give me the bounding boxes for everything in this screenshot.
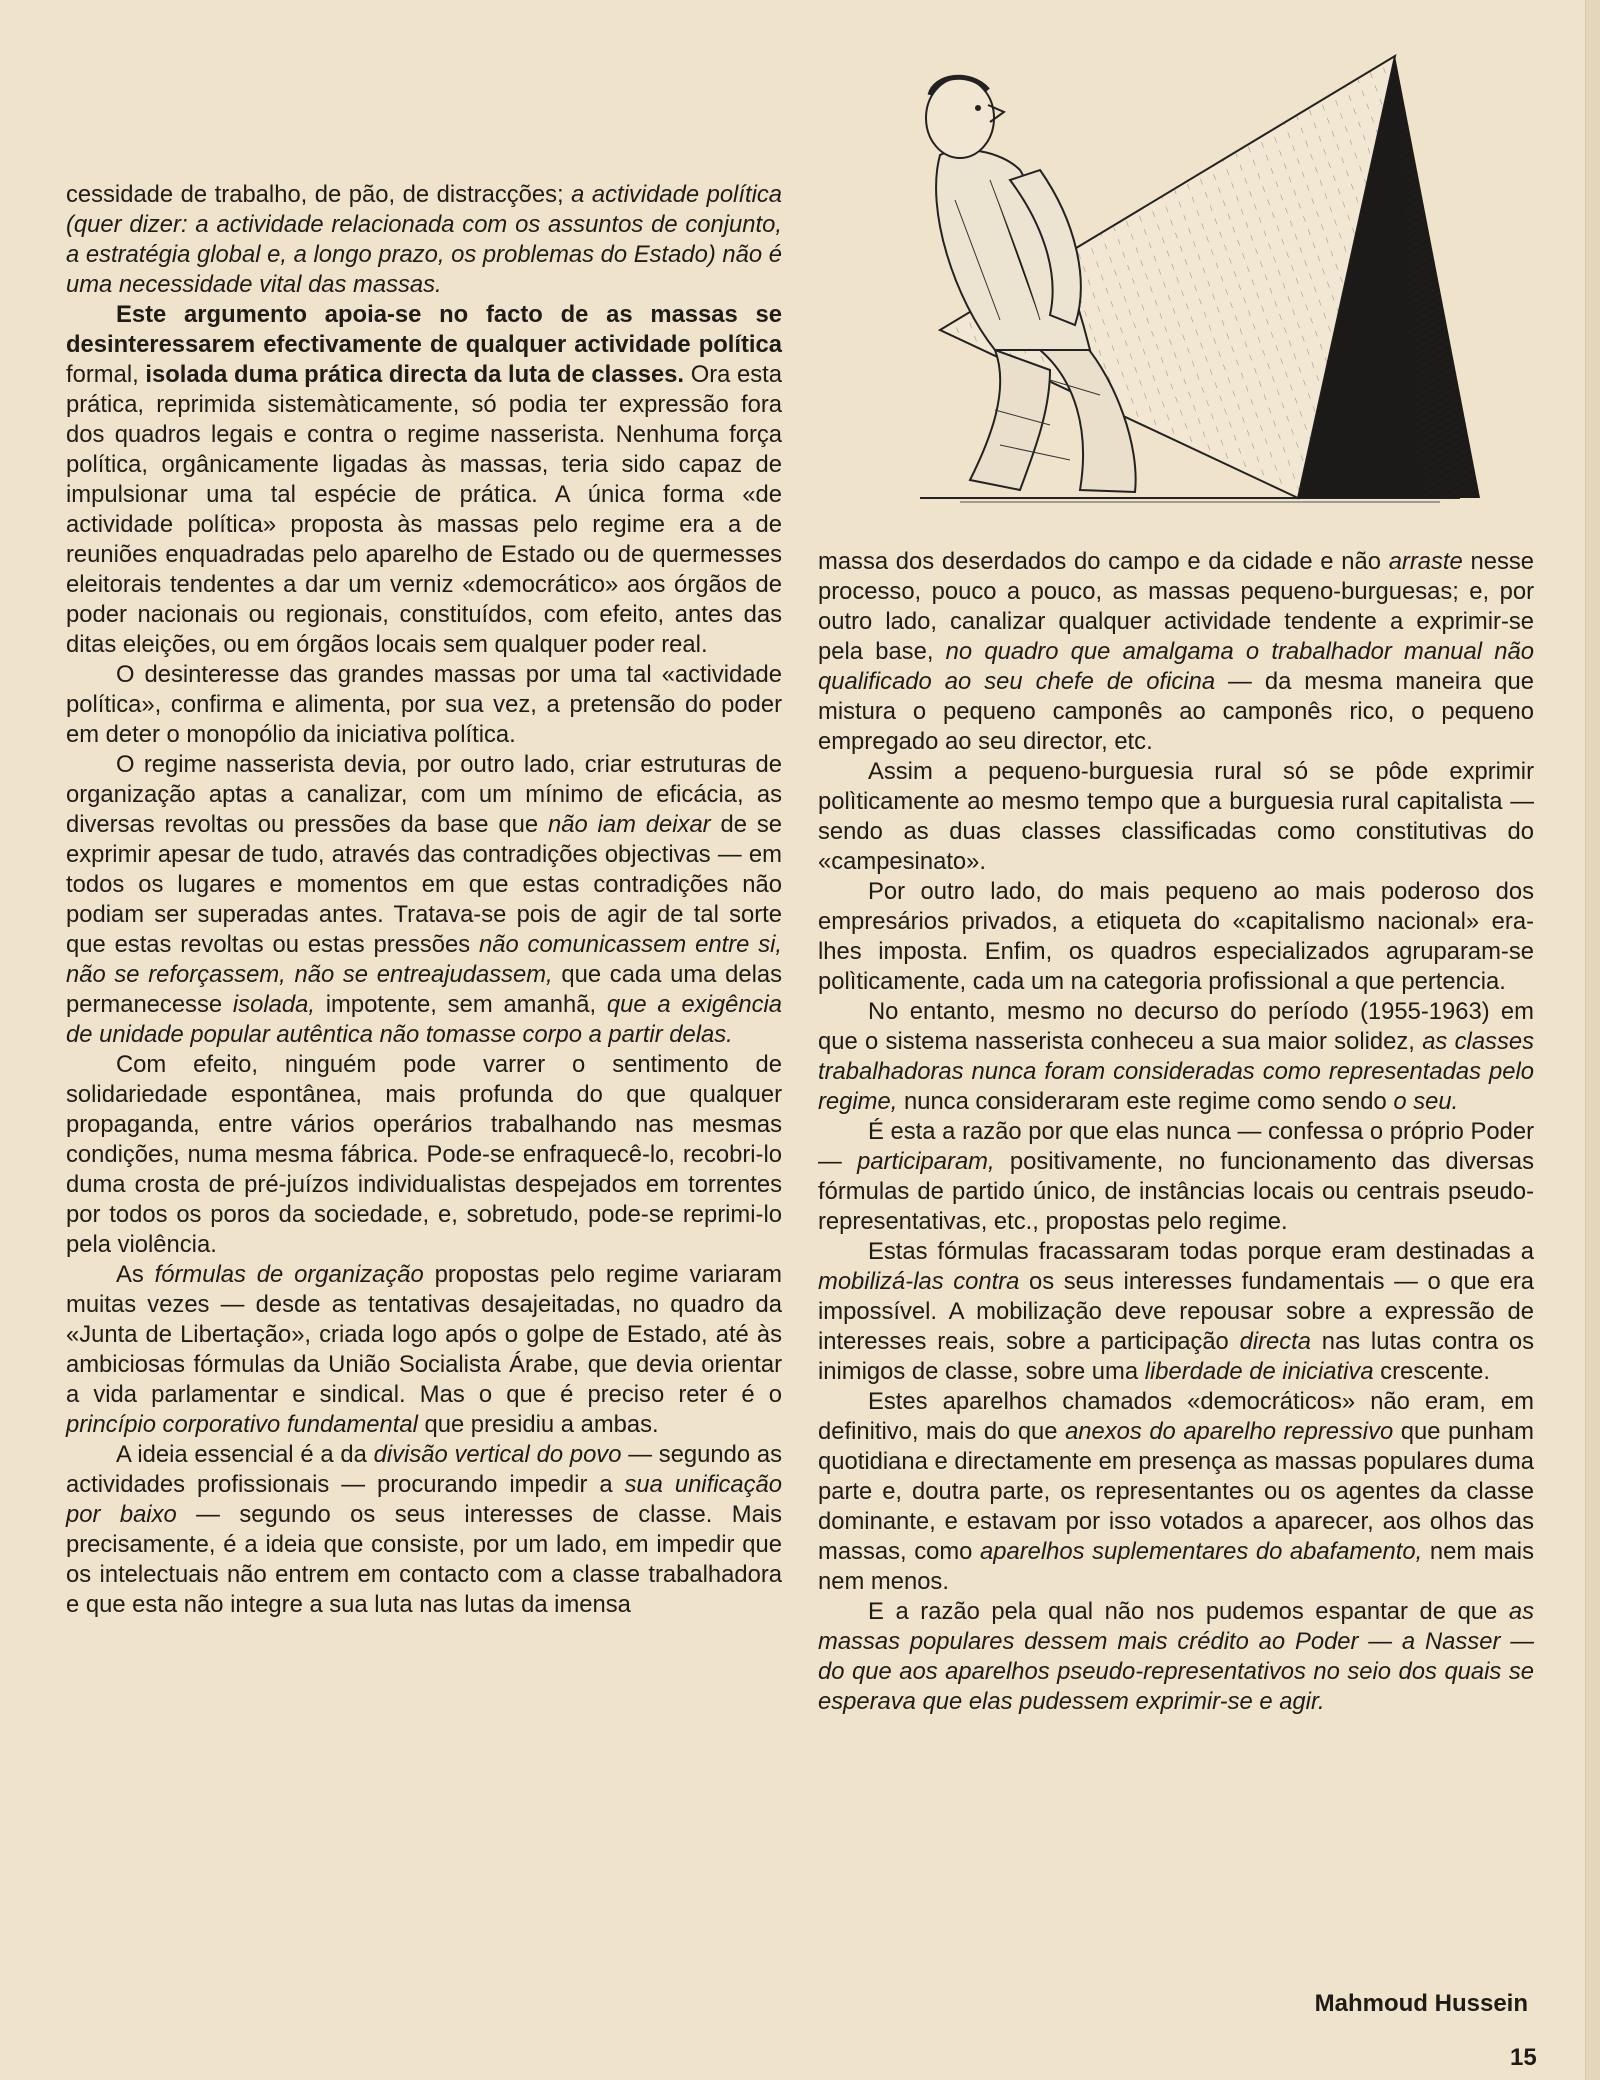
text-run: nem mais nem menos. <box>818 1538 1534 1595</box>
italic-text: no quadro que amalgama o trabalhador manual não qualificado ao seu chefe de oficina <box>818 638 1534 695</box>
text-run: Estes aparelhos chamados «democráticos» não eram, em definitivo, mais do que <box>818 1388 1534 1445</box>
italic-text: as massas populares dessem mais crédito ao Poder — a Nasser — do que aos aparelhos pseudo-representativos no seio dos quais se esperava que elas pudessem exprimir-se e agir. <box>818 1598 1534 1715</box>
paragraph <box>66 660 782 750</box>
italic-text: as classes trabalhadoras nunca foram consideradas como representadas pelo regime, <box>818 1028 1534 1115</box>
text-run: Ora esta prática, reprimida sistemàticamente, só podia ter expressão fora dos quadros legais e contra o regime nasserista. Nenhuma força política, orgânicamente ligadas às massas, teria sido capaz de impulsionar uma tal espécie de prática. A única forma «de actividade política» proposta às massas pelo regime era a de reuniões enquadradas pelo aparelho de Estado ou de quermesses eleitorais tendentes a dar um verniz «democrático» aos órgãos de poder nacionais ou regionais, constituídos, com efeito, antes das ditas eleições, ou em órgãos locais sem qualquer poder real. <box>66 361 782 658</box>
italic-text: arraste <box>1388 548 1463 575</box>
text-run: Por outro lado, do mais pequeno ao mais poderoso dos empresários privados, a etiqueta do «capitalismo nacional» era-lhes imposta. Enfim, os quadros especializados agruparam-se polìticamente, cada um na categoria profissional a que pertencia. <box>818 878 1534 995</box>
text-run: Com efeito, ninguém pode varrer o sentimento de solidariedade espontânea, mais profunda do que qualquer propaganda, entre vários operários trabalhando nas mesmas condições, numa mesma fábrica. Pode-se enfraquecê-lo, recobri-lo duma crosta de pré-juízos individualistas despejados em torrentes por todos os poros da sociedade, e, sobretudo, pode-se reprimi-lo pela violência. <box>66 1051 782 1258</box>
italic-text: isolada, <box>232 991 315 1018</box>
paragraph <box>66 750 782 1050</box>
italic-text: a actividade política (quer dizer: a actividade relacionada com os assuntos de conjunto, a estratégia global e, a longo prazo, os problemas do Estado) não é uma necessidade vital das massas. <box>66 181 782 298</box>
paragraph <box>66 180 782 300</box>
italic-text: aparelhos suplementares do abafamento, <box>980 1538 1423 1565</box>
text-run: os seus interesses fundamentais — o que era impossível. A mobilização deve repousar sobre a expressão de interesses reais, sobre a participação <box>818 1268 1534 1355</box>
text-run: positivamente, no funcionamento das diversas fórmulas de partido único, de instâncias locais ou centrais pseudo-representativas, etc., propostas pelo regime. <box>818 1148 1534 1235</box>
paragraph <box>66 1440 782 1620</box>
text-run: propostas pelo regime variaram muitas vezes — desde as tentativas desajeitadas, no quadro da «Junta de Libertação», criada logo após o golpe de Estado, até às ambiciosas fórmulas da União Socialista Árabe, que devia orientar a vida parlamentar e sindical. Mas o que é preciso reter é o <box>66 1261 783 1408</box>
text-run: A ideia essencial é a da <box>116 1441 374 1468</box>
italic-text: não comunicassem entre si, não se reforçassem, não se entreajudassem, <box>66 931 783 988</box>
author-signature: Mahmoud Hussein <box>1314 1990 1528 2017</box>
paragraph <box>818 547 1534 757</box>
text-run: que presidiu a ambas. <box>417 1411 659 1438</box>
paragraph <box>66 1260 782 1440</box>
text-run: nunca consideraram este regime como sendo <box>897 1088 1394 1115</box>
paragraph <box>818 757 1534 877</box>
text-run: Estas fórmulas fracassaram todas porque eram destinadas a <box>868 1238 1534 1265</box>
text-run: que punham quotidiana e directamente em presença as massas populares duma parte e, doutra parte, os representantes ou os agentes da classe dominante, e estavam por isso votados a aparecer, aos olhos das massas, como <box>818 1418 1534 1565</box>
italic-text: divisão vertical do povo <box>373 1441 622 1468</box>
italic-text: mobilizá-las contra <box>818 1268 1020 1295</box>
text-run: crescente. <box>1373 1358 1490 1385</box>
text-run: O regime nasserista devia, por outro lado, criar estruturas de organização aptas a canalizar, com um mínimo de eficácia, as diversas revoltas ou pressões da base que <box>66 751 782 838</box>
text-run: No entanto, mesmo no decurso do período (1955-1963) em que o sistema nasserista conheceu a sua maior solidez, <box>818 998 1534 1055</box>
text-run: O desinteresse das grandes massas por uma tal «actividade política», confirma e alimenta, por sua vez, a pretensão do poder em deter o monopólio da iniciativa política. <box>66 661 782 748</box>
italic-text: princípio corporativo fundamental <box>66 1411 418 1438</box>
text-run: que cada uma delas permanecesse <box>66 961 782 1018</box>
italic-text: que a exigência de unidade popular autêntica não tomasse corpo a partir delas. <box>66 991 782 1048</box>
text-run: — segundo os seus interesses de classe. Mais precisamente, é a ideia que consiste, por um lado, em impedir que os intelectuais não entrem em contacto com a classe trabalhadora e que esta não integre a sua luta nas lutas da imensa <box>66 1501 782 1618</box>
text-run: formal, <box>66 361 146 388</box>
italic-text: liberdade de iniciativa <box>1144 1358 1374 1385</box>
paragraph <box>818 1117 1534 1237</box>
italic-text: sua unificação por baixo <box>66 1471 782 1528</box>
bold-text: Este argumento apoia-se no facto de as massas se desinteressarem efectivamente de qualquer actividade política <box>66 301 782 358</box>
paragraph <box>818 1237 1534 1387</box>
paragraph <box>818 997 1534 1117</box>
text-run: nesse processo, pouco a pouco, as massas pequeno-burguesas; e, por outro lado, canalizar qualquer actividade tendente a exprimir-se pela base, <box>818 548 1534 665</box>
text-run: nas lutas contra os inimigos de classe, sobre uma <box>818 1328 1534 1385</box>
paragraph <box>818 1387 1534 1597</box>
text-run: — segundo as actividades profissionais — procurando impedir a <box>66 1441 783 1498</box>
text-run: As <box>116 1261 155 1288</box>
text-run: impotente, sem amanhã, <box>314 991 607 1018</box>
left-text-column <box>66 180 782 1620</box>
text-run: É esta a razão por que elas nunca — confessa o próprio Poder — <box>818 1118 1534 1175</box>
page-edge <box>1585 0 1600 2080</box>
bold-text: isolada duma prática directa da luta de classes. <box>145 361 685 388</box>
italic-text: fórmulas de organização <box>154 1261 424 1288</box>
italic-text: anexos do aparelho repressivo <box>1065 1418 1394 1445</box>
italic-text: participaram, <box>857 1148 995 1175</box>
paragraph <box>818 1597 1534 1717</box>
text-run: cessidade de trabalho, de pão, de distracções; <box>66 181 572 208</box>
text-run: massa dos deserdados do campo e da cidade e não <box>818 548 1389 575</box>
paragraph <box>818 877 1534 997</box>
paragraph <box>66 1050 782 1260</box>
italic-text: não iam deixar <box>547 811 711 838</box>
text-run: Assim a pequeno-burguesia rural só se pôde exprimir polìticamente ao mesmo tempo que a burguesia rural capitalista — sendo as duas classes classificadas como constitutivas do «campesinato». <box>818 758 1534 875</box>
italic-text: directa <box>1239 1328 1312 1355</box>
paragraph <box>66 300 782 660</box>
italic-text: o seu. <box>1393 1088 1459 1115</box>
text-run: — da mesma maneira que mistura o pequeno camponês ao camponês rico, o pequeno empregado ao seu director, etc. <box>818 668 1534 755</box>
page-number: 15 <box>1510 2044 1537 2071</box>
text-run: de se exprimir apesar de tudo, através das contradições objectivas — em todos os lugares e momentos em que estas contradições não podiam ser superadas antes. Tratava-se pois de agir de tal sorte que estas revoltas ou estas pressões <box>66 811 782 958</box>
text-run: E a razão pela qual não nos pudemos espantar de que <box>868 1598 1509 1625</box>
right-text-column <box>818 547 1534 1717</box>
man-carrying-pyramid-drawing <box>900 50 1490 520</box>
